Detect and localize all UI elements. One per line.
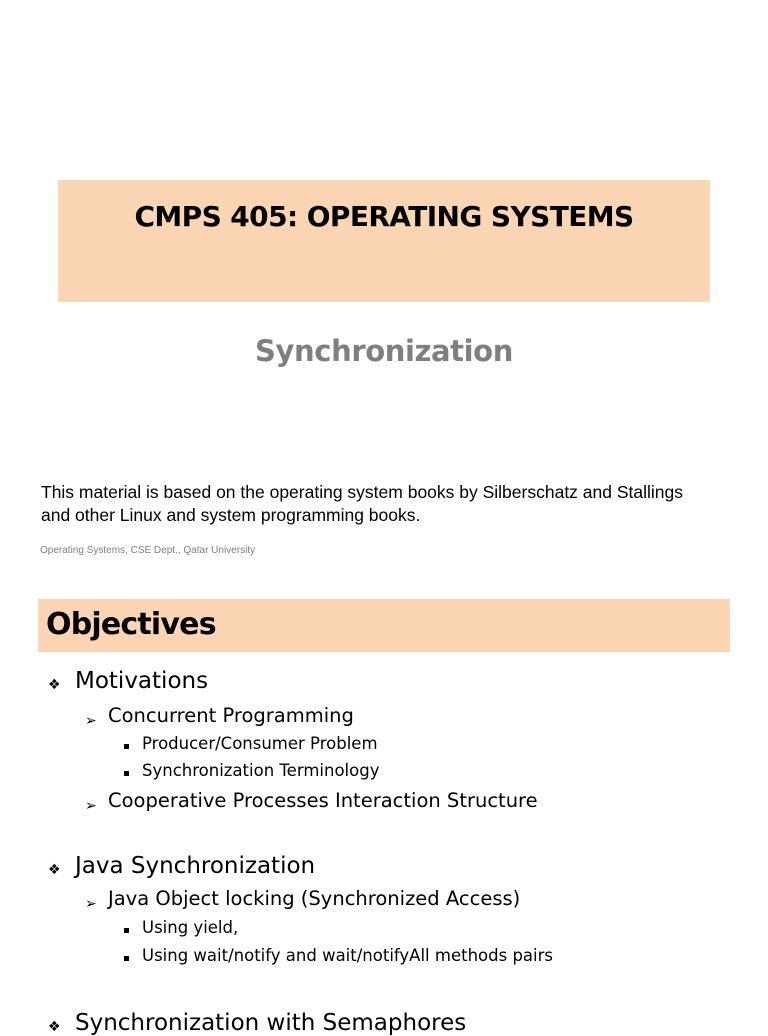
source-note-line: This material is based on the operating system books by Silberschatz and Stallings <box>41 482 683 502</box>
list-item-label: Producer/Consumer Problem <box>142 734 378 753</box>
lecture-subtitle: Synchronization <box>255 334 513 368</box>
list-item-label: Using wait/notify and wait/notifyAll methods pairs <box>142 946 553 965</box>
diamond-bullet-icon: ❖ <box>48 676 61 692</box>
arrowhead-bullet-icon: ➢ <box>85 797 97 813</box>
list-item-label: Java Object locking (Synchronized Access) <box>108 887 521 910</box>
square-bullet-icon <box>124 771 129 776</box>
list-item-label: Concurrent Programming <box>108 704 354 727</box>
square-bullet-icon <box>124 928 129 933</box>
diamond-bullet-icon: ❖ <box>48 1018 61 1034</box>
list-item-label: Synchronization with Semaphores <box>75 1010 467 1036</box>
list-item-label: Motivations <box>75 668 209 694</box>
square-bullet-icon <box>124 744 129 749</box>
slide-footer: Operating Systems, CSE Dept., Qatar University <box>40 545 256 556</box>
square-bullet-icon <box>124 956 129 961</box>
arrowhead-bullet-icon: ➢ <box>85 895 97 911</box>
list-item-label: Synchronization Terminology <box>142 761 380 780</box>
course-title: CMPS 405: OPERATING SYSTEMS <box>134 200 634 233</box>
list-item-label: Java Synchronization <box>75 853 316 879</box>
list-item-label: Using yield, <box>142 918 239 937</box>
arrowhead-bullet-icon: ➢ <box>85 712 97 728</box>
source-note-line: and other Linux and system programming books. <box>41 505 421 525</box>
list-item-label: Cooperative Processes Interaction Structure <box>108 789 538 812</box>
objectives-title: Objectives <box>46 607 216 642</box>
diamond-bullet-icon: ❖ <box>48 861 61 877</box>
